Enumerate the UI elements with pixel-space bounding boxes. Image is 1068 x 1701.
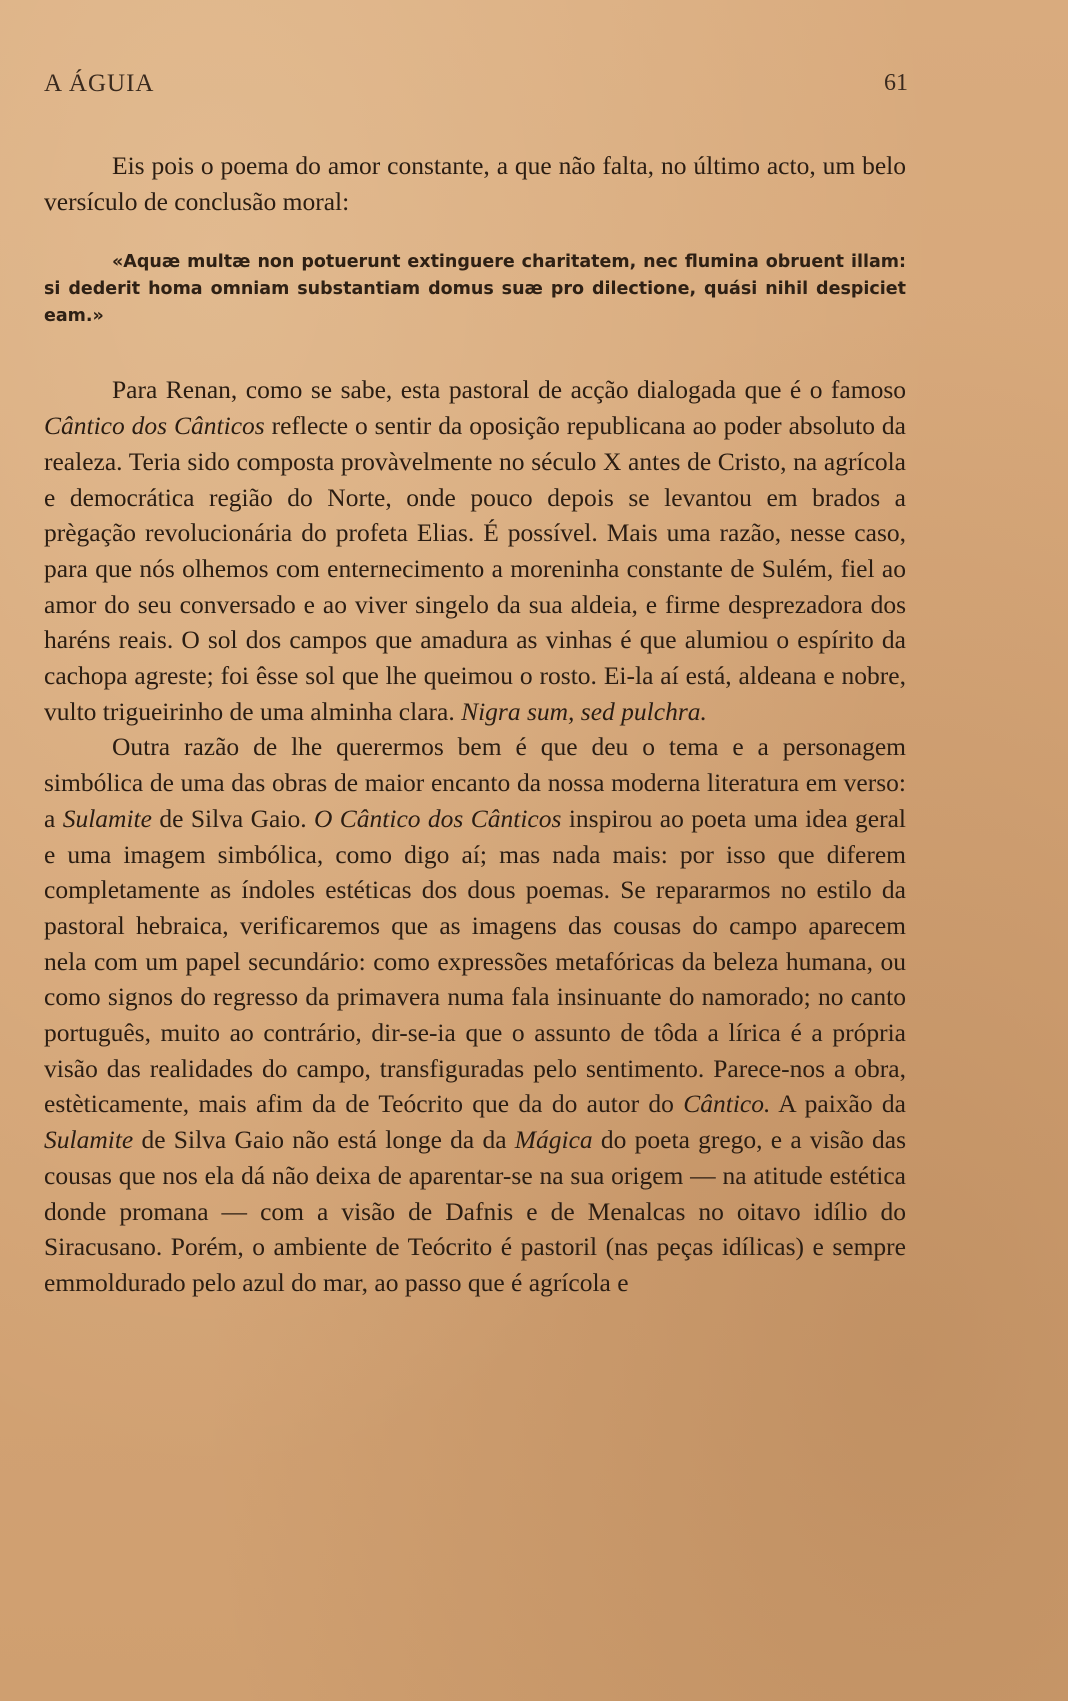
paragraph-3-italic-sulamite-2: Sulamite: [44, 1125, 134, 1155]
paragraph-1: Eis pois o poema do amor constante, a que não falta, no último acto, um belo versículo de conclusão moral:: [44, 151, 906, 216]
paragraph-2-text-a: Para Renan, como se sabe, esta pastoral de acção dialogada que é o famoso: [112, 375, 906, 405]
paragraph-2: [44, 372, 906, 729]
paragraph-2-italic-title: Cântico dos Cânticos: [44, 411, 265, 441]
paragraph-2-italic-latin: Nigra sum, sed pulchra.: [461, 696, 707, 726]
paragraph-3-italic-cantico-2: Cântico.: [683, 1089, 771, 1119]
paragraph-3-text-g: A paixão da: [770, 1089, 906, 1119]
paragraph-2-text-c: reflecte o sentir da oposição republicana ao poder absoluto da realeza. Teria sido composta provàvelmente no século X antes de Cristo, na agrícola e democrática região do Norte, onde pouco depois se levantou em brados a prègação revolucionária do profeta Elias. É possível. Mais uma razão, nesse caso, para que nós olhemos com enternecimento a moreninha constante de Sulém, fiel ao amor do seu conversado e ao viver singelo da sua aldeia, e firme desprezadora dos haréns reais. O sol dos campos que amadura as vinhas é que alumiou o espírito da cachopa agreste; foi êsse sol que lhe queimou o rosto. Ei-la aí está, aldeana e nobre, vulto trigueirinho de uma alminha clara.: [44, 411, 906, 726]
body-text: [44, 148, 906, 1301]
paragraph-3-italic-cantico: O Cântico dos Cânticos: [313, 803, 562, 833]
paragraph-3-text-i: de Silva Gaio não está longe da da: [133, 1125, 515, 1155]
running-title: A ÁGUIA: [44, 70, 155, 97]
paragraph-3-text-c: de Silva Gaio.: [151, 803, 314, 833]
latin-quote: «Aquæ multæ non potuerunt extinguere charitatem, nec flumina obruent illam: si dederit homa omniam substantiam domus suæ pro dilectione, quási nihil despiciet eam.»: [44, 252, 906, 327]
paragraph-3-text-e: inspirou ao poeta uma idea geral e uma imagem simbólica, como digo aí; mas nada mais: por isso que diferem completamente as índoles estéticas dos dous poemas. Se repararmos no estilo da pastoral hebraica, verificaremos que as imagens das cousas do campo aparecem nela com um papel secundário: como expressões metafóricas da beleza humana, ou como signos do regresso da primavera numa fala insinuante do namorado; no canto português, muito ao contrário, dir-se-ia que o assunto de tôda a lírica é a própria visão das realidades do campo, transfiguradas pelo sentimento. Parece-nos a obra, estèticamente, mais afim da de Teócrito que da do autor do: [44, 803, 906, 1119]
page-header: [44, 70, 908, 110]
paragraph-3-text-a: Outra razão de lhe querermos bem é que deu o tema e a personagem simbólica de uma das obras de maior encanto da nossa moderna literatura em verso: a: [44, 732, 906, 833]
page-number: 61: [884, 70, 908, 96]
paragraph-3: [44, 729, 906, 1300]
paragraph-3-italic-sulamite: Sulamite: [62, 803, 152, 833]
paragraph-3-text-k: do poeta grego, e a visão das cousas que nos ela dá não deixa de aparentar-se na sua origem — na atitude estética donde promana — com a visão de Dafnis e de Menalcas no oitavo idílio do Siracusano. Porém, o ambiente de Teócrito é pastoril (nas peças idílicas) e sempre emmoldurado pelo azul do mar, ao passo que é agrícola e: [44, 1125, 906, 1297]
paragraph-3-italic-magica: Mágica: [514, 1125, 593, 1155]
